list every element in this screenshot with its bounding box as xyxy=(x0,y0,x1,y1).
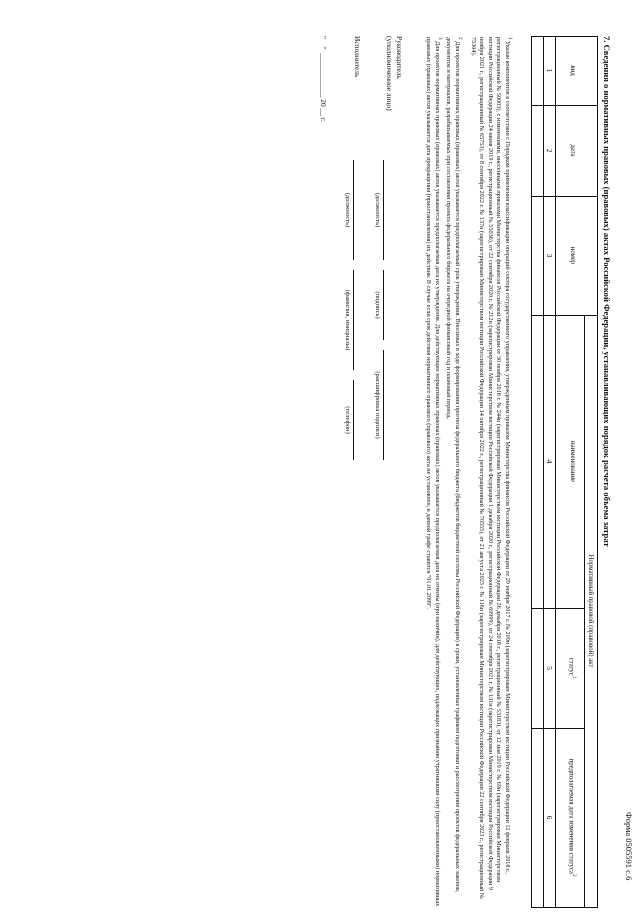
col-number-4: 4 xyxy=(545,459,554,464)
col-number-5: 5 xyxy=(545,666,554,670)
executor-label: Исполнитель xyxy=(353,36,362,78)
col-number-2: 2 xyxy=(545,148,554,153)
footnote-3: $^3$ Для проектов нормативных правовых (правовых) актов указывается предполагаемая дата их утверждения. Для действующих нормативных правовых (правовых) актов указывается предполагаемая дата их отмены (при наличии), для действующих, подлежащих признанию утратившими силу (приостановленными) нормативных правовых (правовых) актов указывается дата прекращения (приостановления) их действия. В случае если срок действия нормативного правового (правового) акта не установлен, в данной графе ставится "01.01.2099". xyxy=(425,37,443,907)
col-number-3: 3 xyxy=(545,253,554,258)
executor-position-caption: (должность) xyxy=(344,192,351,228)
executor-name-caption: (фамилия, инициалы) xyxy=(344,289,351,351)
footnote-1: $^1$ Указан компонентов в соответствии с Порядком применения классификации операций сектора государственного управления, утвержденным приказом Министерства финансов Российской Федерации от 29 ноября 2017 г. № 209н (зарегистрирован Министерством юстиции Российской Федерации 12 февраля 2018 г., регистрационный № 50003), с изменениями, внесенными приказами Министерства финансов Российской Федерации от 30 ноября 2018 г. № 244н (зарегистрирован Министерством юстиции Российской Федерации 26 декабря 2018 г., регистрационный № 53183), от 12 мая 2019 г. № 69н (зарегистрирован Министерством юстиции Российской Федерации 24 июня 2019 г., регистрационный № 55036), от 22 сентября 2020 г. № 212н (зарегистрирован Министерством юстиции Российской Федерации 1 декабря 2020 г., регистрационный № 60999), от 24 сентября 2021 г. № 131н (зарегистрирован Министерством юстиции Российской Федерации 9 ноября 2021 г., регистрационный № 65753), от 8 сентября 2022 г. № 137н (зарегистрирован Министерством юстиции Российской Федерации 14 октября 2022 г., регистрационный № 70555), от 21 августа 2023 г. № 116н (зарегистрирован Министерством юстиции Российской Федерации 22 сентября 2023 г., регистрационный № 75304). xyxy=(469,37,513,899)
date-line: " " ____________ 20 __ г. xyxy=(319,36,328,122)
signature-caption: (подпись) xyxy=(374,291,381,319)
header-date: дата xyxy=(569,144,576,157)
head-label-2: (уполномоченное лицо) xyxy=(385,36,394,111)
header-kind: вид xyxy=(569,65,576,76)
col-number-6: 6 xyxy=(545,815,554,820)
header-normative-act: Нормативный правовой (правовой) акт xyxy=(587,554,594,668)
header-name: наименование xyxy=(569,440,576,483)
form-number: Форма 0505591 с.6 xyxy=(624,812,634,881)
header-number: номер xyxy=(569,246,576,265)
col-number-1: 1 xyxy=(545,68,554,73)
position-caption: (должность) xyxy=(374,192,381,228)
header-expected-status-change-date: предполагаемая дата изменения статуса$^2$ xyxy=(567,758,576,877)
head-label: Руководитель xyxy=(395,36,404,79)
section-title: 7. Сведения о нормативных правовых (правовых) актах Российской Федерации, устанавливающих порядок расчета объема затрат xyxy=(602,36,612,547)
decoding-caption: (расшифровка подписи) xyxy=(374,371,381,439)
footnote-2: $^2$ Для проектов нормативных правовых (правовых) актов указывается предполагаемый срок утверждения. Вносимых в ходе формирования прогноза федерального бюджета (бюджетов бюджетной системы Российской Федерации) в сроки, установленные графиком подготовки и рассмотрения проектов федеральных законов, документов и материалов, разрабатываемых при составлении проекта федерального бюджета на очередной финансовый год и плановый период. xyxy=(445,37,463,893)
executor-phone-caption: (телефон) xyxy=(344,406,351,434)
header-status: статус$^1$ xyxy=(567,657,576,679)
